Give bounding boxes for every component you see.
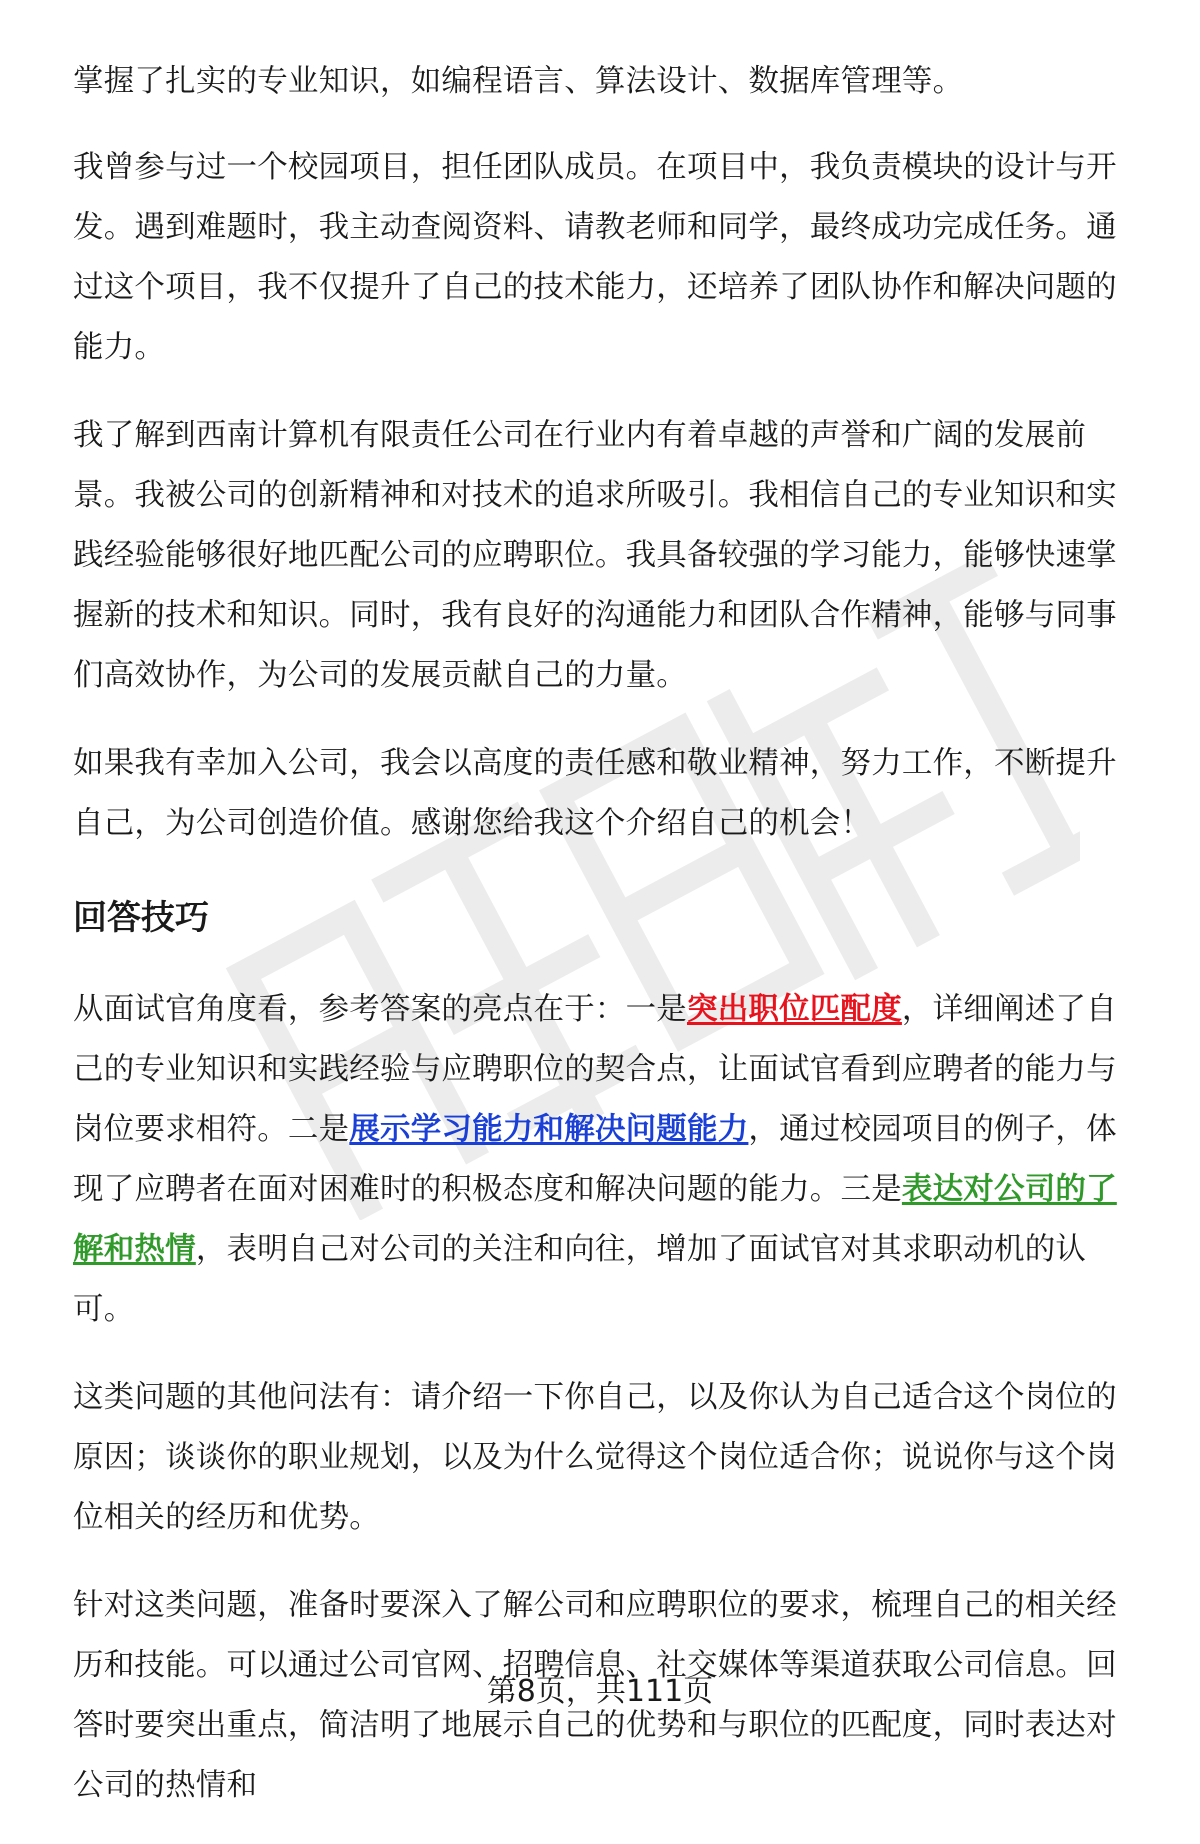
tips-text-2: ，详细阐述了自己的专业知识和实践经验与应聘职位的契合点，让面试官看到应聘者的能力与岗位要求相符。二是	[73, 992, 1117, 1147]
paragraph-skills: 掌握了扎实的专业知识，如编程语言、算法设计、数据库管理等。	[73, 64, 964, 99]
document-body	[73, 52, 1145, 1844]
paragraph-project: 我曾参与过一个校园项目，担任团队成员。在项目中，我负责模块的设计与开发。遇到难题时，我主动查阅资料、请教老师和同学，最终成功完成任务。通过这个项目，我不仅提升了自己的技术能力，还培养了团队协作和解决问题的能力。	[73, 150, 1117, 365]
paragraph-other-questions: 这类问题的其他问法有：请介绍一下你自己，以及你认为自己适合这个岗位的原因；谈谈你的职业规划，以及为什么觉得这个岗位适合你；说说你与这个岗位相关的经历和优势。	[73, 1380, 1117, 1535]
paragraph-company: 我了解到西南计算机有限责任公司在行业内有着卓越的声誉和广阔的发展前景。我被公司的创新精神和对技术的追求所吸引。我相信自己的专业知识和实践经验能够很好地匹配公司的应聘职位。我具备较强的学习能力，能够快速掌握新的技术和知识。同时，我有良好的沟通能力和团队合作精神，能够与同事们高效协作，为公司的发展贡献自己的力量。	[73, 418, 1117, 693]
highlight-job-match: 突出职位匹配度	[687, 992, 902, 1027]
highlight-company-enthusiasm: 表达对公司的了解和热情	[73, 1172, 1117, 1267]
tips-text-4: ，表明自己对公司的关注和向往，增加了面试官对其求职动机的认可。	[73, 1232, 1087, 1327]
paragraph-tips	[73, 980, 1145, 1340]
tips-text-1: 从面试官角度看，参考答案的亮点在于：一是	[73, 992, 687, 1027]
paragraph-preparation: 针对这类问题，准备时要深入了解公司和应聘职位的要求，梳理自己的相关经历和技能。可以通过公司官网、招聘信息、社交媒体等渠道获取公司信息。回答时要突出重点，简洁明了地展示自己的优势和与职位的匹配度，同时表达对公司的热情和	[73, 1588, 1117, 1803]
page-footer: 第8页，共111页	[486, 1674, 714, 1709]
highlight-learning-ability: 展示学习能力和解决问题能力	[349, 1112, 749, 1147]
tips-text-3: ，通过校园项目的例子，体现了应聘者在面对困难时的积极态度和解决问题的能力。三是	[73, 1112, 1117, 1207]
section-heading: 回答技巧	[73, 898, 209, 938]
paragraph-closing: 如果我有幸加入公司，我会以高度的责任感和敬业精神，努力工作，不断提升自己，为公司创造价值。感谢您给我这个介绍自己的机会！	[73, 746, 1117, 841]
